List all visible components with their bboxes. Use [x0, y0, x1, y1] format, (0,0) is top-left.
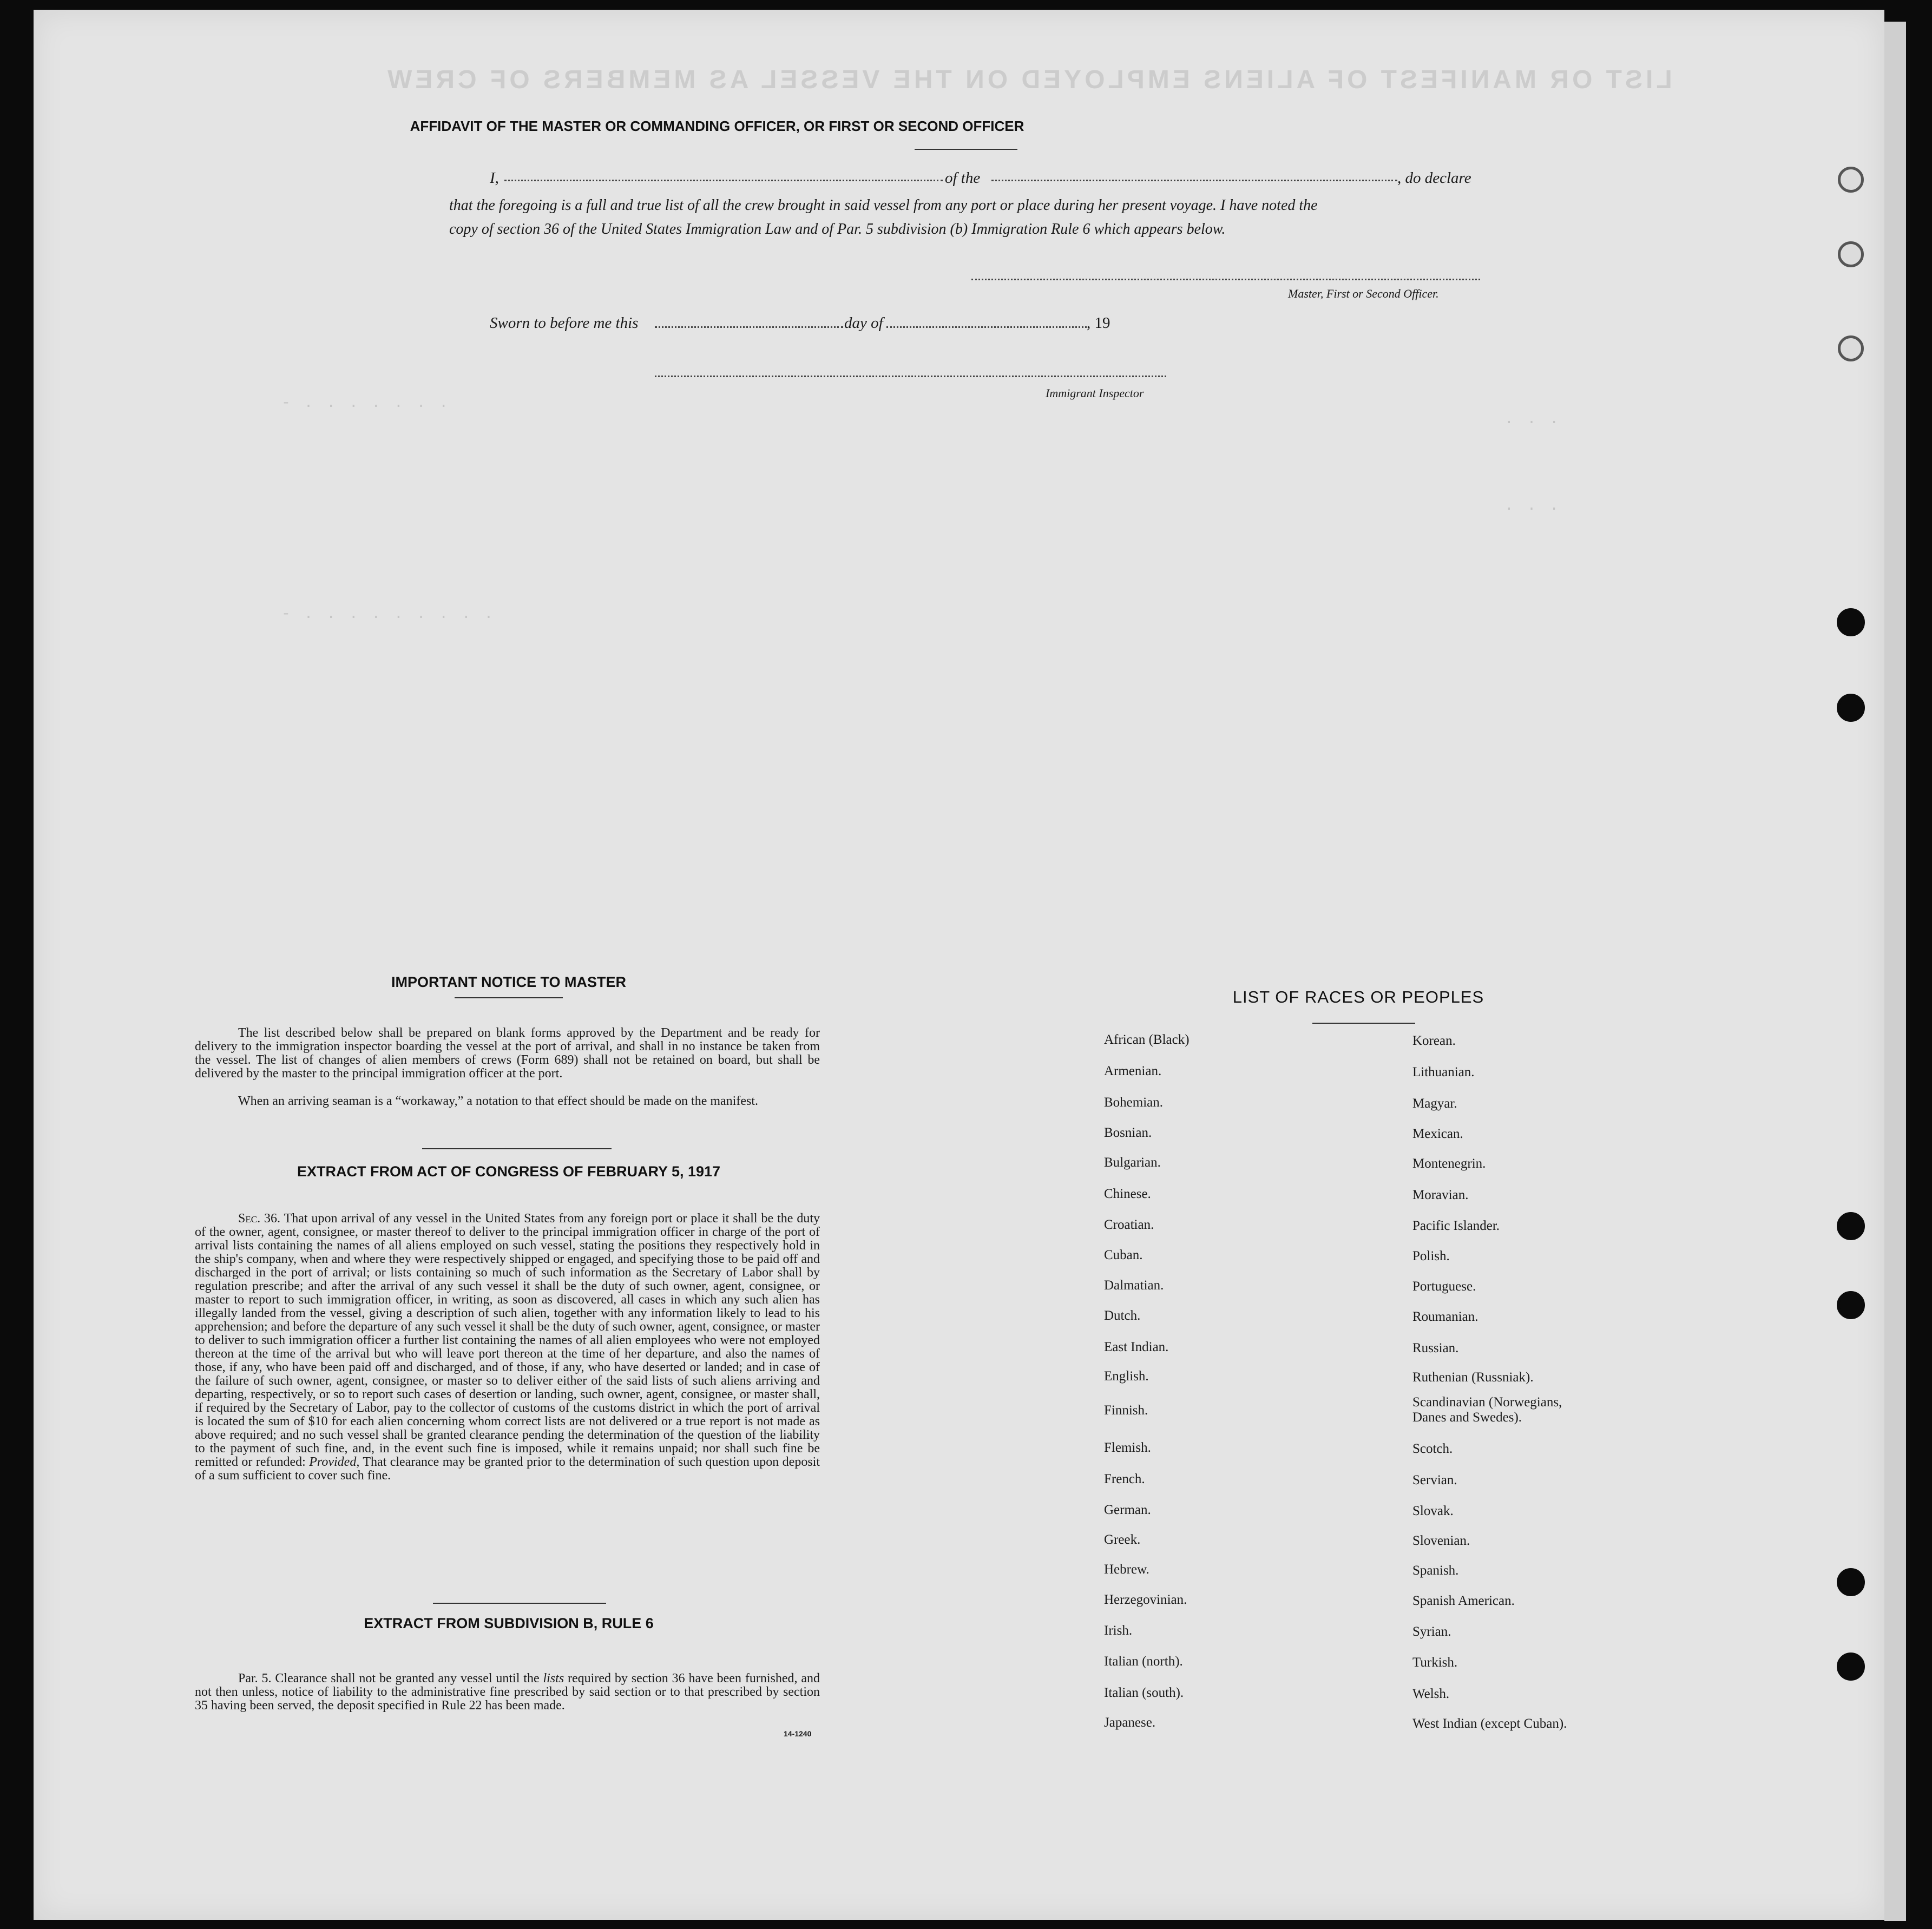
race-item: Montenegrin. — [1412, 1156, 1486, 1171]
year-label: , 19 — [1087, 314, 1110, 332]
punch-hole — [1838, 335, 1864, 361]
punch-hole — [1837, 694, 1865, 722]
rule-text-end: required by section 36 have been furnished, and not then unless, notice of liability to the administrative fine prescribed by said section or to that prescribed by section 35 having been served, the deposit specified in Rule 22 has been made. — [195, 1671, 820, 1713]
race-item: Dalmatian. — [1104, 1278, 1164, 1293]
race-item: Cuban. — [1104, 1248, 1143, 1262]
divider — [455, 997, 563, 998]
race-item: Bohemian. — [1104, 1095, 1164, 1110]
race-item: Croatian. — [1104, 1217, 1154, 1232]
race-item: Roumanian. — [1412, 1309, 1478, 1324]
race-item: Scandinavian (Norwegians, Danes and Swedes). — [1412, 1395, 1562, 1425]
race-item: Servian. — [1412, 1473, 1457, 1487]
act-section-body: That upon arrival of any vessel in the United States from any foreign port or place it shall be the duty of the owner, agent, consignee, or master thereof to deliver to the principal immigration officer in charge of the port of arrival lists containing the names of all aliens employed on such vessel, stating the positions they respectively hold in the ship's company, when and where they were respectively shipped or engaged, and specifying those to be paid off and discharged in the port of arrival; or lists containing so much of such information as the Secretary of Labor shall by regulation prescribe; and after the arrival of any such vessel it shall be the duty of such owner, agent, consignee, or master to report to such immigration officer, in writing, as soon as discovered, all cases in which any such alien has illegally landed from the vessel, giving a description of such alien, together with any information likely to lead to his apprehension; and before the departure of any such vessel it shall be the duty of such owner, agent, consignee, or master to deliver to such immigration officer a further list containing the names of all alien employees who were not employed thereon at the time of the arrival but who will leave port thereon at the time of her departure, and also the names of those, if any, who have been paid off and discharged, and of those, if any, who have deserted or landed; and in case of the failure of such owner, agent, consignee, or master so to deliver either of the said lists of such aliens arriving and departing, respectively, or so to report such cases of desertion or landing, such owner, agent, consignee, or master shall, if required by the Secretary of Labor, pay to the collector of customs of the customs district in which the port of arrival is located the sum of $10 for each alien concerning whom correct lists are not delivered or a true report is not made as above required; and no such vessel shall be granted clearance pending the determination of the question of the liability to the payment of such fine, and, in the event such fine is imposed, while it remains unpaid; nor shall such fine be remitted or refunded: — [195, 1212, 820, 1469]
rule-heading: EXTRACT FROM SUBDIVISION B, RULE 6 — [364, 1615, 654, 1631]
page-edge — [1884, 22, 1906, 1921]
signature-label: Master, First or Second Officer. — [1288, 287, 1439, 300]
race-item: Hebrew. — [1104, 1562, 1149, 1577]
race-item: Bosnian. — [1104, 1125, 1152, 1140]
race-item: Irish. — [1104, 1623, 1133, 1638]
race-item: Japanese. — [1104, 1715, 1156, 1730]
sworn-day-field[interactable] — [655, 326, 843, 328]
day-of-label: day of — [844, 314, 883, 332]
race-item: Polish. — [1412, 1249, 1450, 1263]
race-item: Scotch. — [1412, 1441, 1453, 1456]
notice-paragraph-1: The list described below shall be prepared on blank forms approved by the Department and be ready for delivery to the immigration inspector boarding the vessel at the port of arrival, and shall in no instance be taken from the vessel. The list of changes of alien members of crews (Form 689) shall not be retained on board, but shall be delivered by the master to the principal immigration officer at the port. — [195, 1026, 820, 1081]
races-heading: LIST OF RACES OR PEOPLES — [1232, 987, 1484, 1006]
affidavit-statement-line2: copy of section 36 of the United States Immigration Law and of Par. 5 subdivision (b) Immigration Rule 6 which appears below. — [449, 221, 1226, 238]
race-item: Spanish. — [1412, 1563, 1459, 1578]
race-item: Bulgarian. — [1104, 1155, 1161, 1170]
rule-text-start: Par. 5. Clearance shall not be granted any vessel until the — [238, 1671, 540, 1686]
inspector-label: Immigrant Inspector — [1046, 386, 1144, 400]
race-item: Russian. — [1412, 1341, 1459, 1355]
race-item: French. — [1104, 1472, 1145, 1486]
race-item: Spanish American. — [1412, 1594, 1515, 1608]
punch-hole — [1837, 1291, 1865, 1319]
act-heading: EXTRACT FROM ACT OF CONGRESS OF FEBRUARY 5, 1917 — [297, 1163, 721, 1180]
bleed-through-text: . . . — [1504, 498, 1561, 515]
race-item: African (Black) — [1104, 1032, 1190, 1047]
act-section-end: That clearance may be granted prior to the determination of such question upon deposit of a sum sufficient to cover such fine. — [195, 1455, 820, 1483]
race-item: Lithuanian. — [1412, 1065, 1475, 1079]
divider — [915, 149, 1017, 150]
race-item: Mexican. — [1412, 1127, 1463, 1141]
race-item: Italian (south). — [1104, 1686, 1184, 1700]
race-item: Slovak. — [1412, 1504, 1454, 1518]
race-item: Syrian. — [1412, 1624, 1451, 1639]
punch-hole — [1837, 1653, 1865, 1681]
act-proviso: Provided, — [309, 1455, 360, 1469]
race-item: Magyar. — [1412, 1096, 1457, 1111]
race-item: Turkish. — [1412, 1655, 1458, 1670]
act-section-label: Sec. 36. — [238, 1212, 281, 1226]
affidavit-statement-line1: that the foregoing is a full and true list of all the crew brought in said vessel from any port or place during her present voyage. I have noted the — [449, 197, 1318, 214]
divider — [422, 1148, 612, 1149]
bleed-through-text: . . . — [1504, 411, 1561, 428]
vessel-name-field[interactable] — [991, 180, 1397, 181]
race-item: Dutch. — [1104, 1308, 1141, 1323]
race-item: West Indian (except Cuban). — [1412, 1716, 1567, 1731]
punch-hole — [1838, 167, 1864, 193]
document-page — [34, 10, 1884, 1920]
punch-hole — [1837, 1568, 1865, 1596]
master-name-field[interactable] — [504, 180, 943, 181]
race-item: Pacific Islander. — [1412, 1219, 1500, 1233]
bleed-through-text: - . . . . . . . . . — [281, 606, 496, 623]
race-item: Herzegovinian. — [1104, 1592, 1187, 1607]
sworn-label: Sworn to before me this — [490, 314, 639, 332]
race-item: Slovenian. — [1412, 1533, 1470, 1548]
form-number: 14-1240 — [784, 1729, 812, 1738]
race-item: East Indian. — [1104, 1340, 1169, 1354]
bleed-through-heading: LIST OR MANIFEST OF ALIENS EMPLOYED ON THE VESSEL AS MEMBERS OF CREW — [384, 65, 1672, 94]
race-item: Ruthenian (Russniak). — [1412, 1370, 1534, 1385]
bleed-through-text: - . . . . . . . — [281, 395, 451, 412]
race-item: Flemish. — [1104, 1440, 1151, 1455]
notice-heading: IMPORTANT NOTICE TO MASTER — [391, 974, 626, 990]
race-item: English. — [1104, 1369, 1149, 1384]
race-item: Welsh. — [1412, 1687, 1450, 1701]
race-item: Italian (north). — [1104, 1654, 1183, 1669]
punch-hole — [1837, 1212, 1865, 1240]
rule-lists-word: lists — [543, 1671, 564, 1686]
inspector-signature-field[interactable] — [655, 376, 1166, 377]
race-item: Korean. — [1412, 1033, 1456, 1048]
act-section-36-text — [195, 1212, 820, 1483]
divider — [1312, 1023, 1415, 1024]
affidavit-of-the-label: of the — [945, 169, 981, 187]
rule-paragraph — [195, 1672, 820, 1713]
master-signature-field[interactable] — [971, 279, 1480, 280]
race-item: Finnish. — [1104, 1403, 1148, 1418]
race-item: German. — [1104, 1503, 1151, 1517]
race-item: Armenian. — [1104, 1064, 1162, 1078]
affidavit-declare-label: , do declare — [1397, 169, 1471, 187]
race-item: Moravian. — [1412, 1188, 1469, 1202]
notice-paragraph-2: When an arriving seaman is a “workaway,” a notation to that effect should be made on the manifest. — [238, 1094, 758, 1108]
affidavit-i-label: I, — [490, 169, 499, 187]
race-item: Greek. — [1104, 1532, 1141, 1547]
punch-hole — [1838, 241, 1864, 267]
punch-hole — [1837, 608, 1865, 636]
divider — [433, 1603, 606, 1604]
affidavit-heading: AFFIDAVIT OF THE MASTER OR COMMANDING OFFICER, OR FIRST OR SECOND OFFICER — [410, 118, 1024, 134]
race-item: Chinese. — [1104, 1187, 1151, 1201]
race-item: Portuguese. — [1412, 1279, 1476, 1294]
sworn-month-field[interactable] — [886, 326, 1087, 328]
